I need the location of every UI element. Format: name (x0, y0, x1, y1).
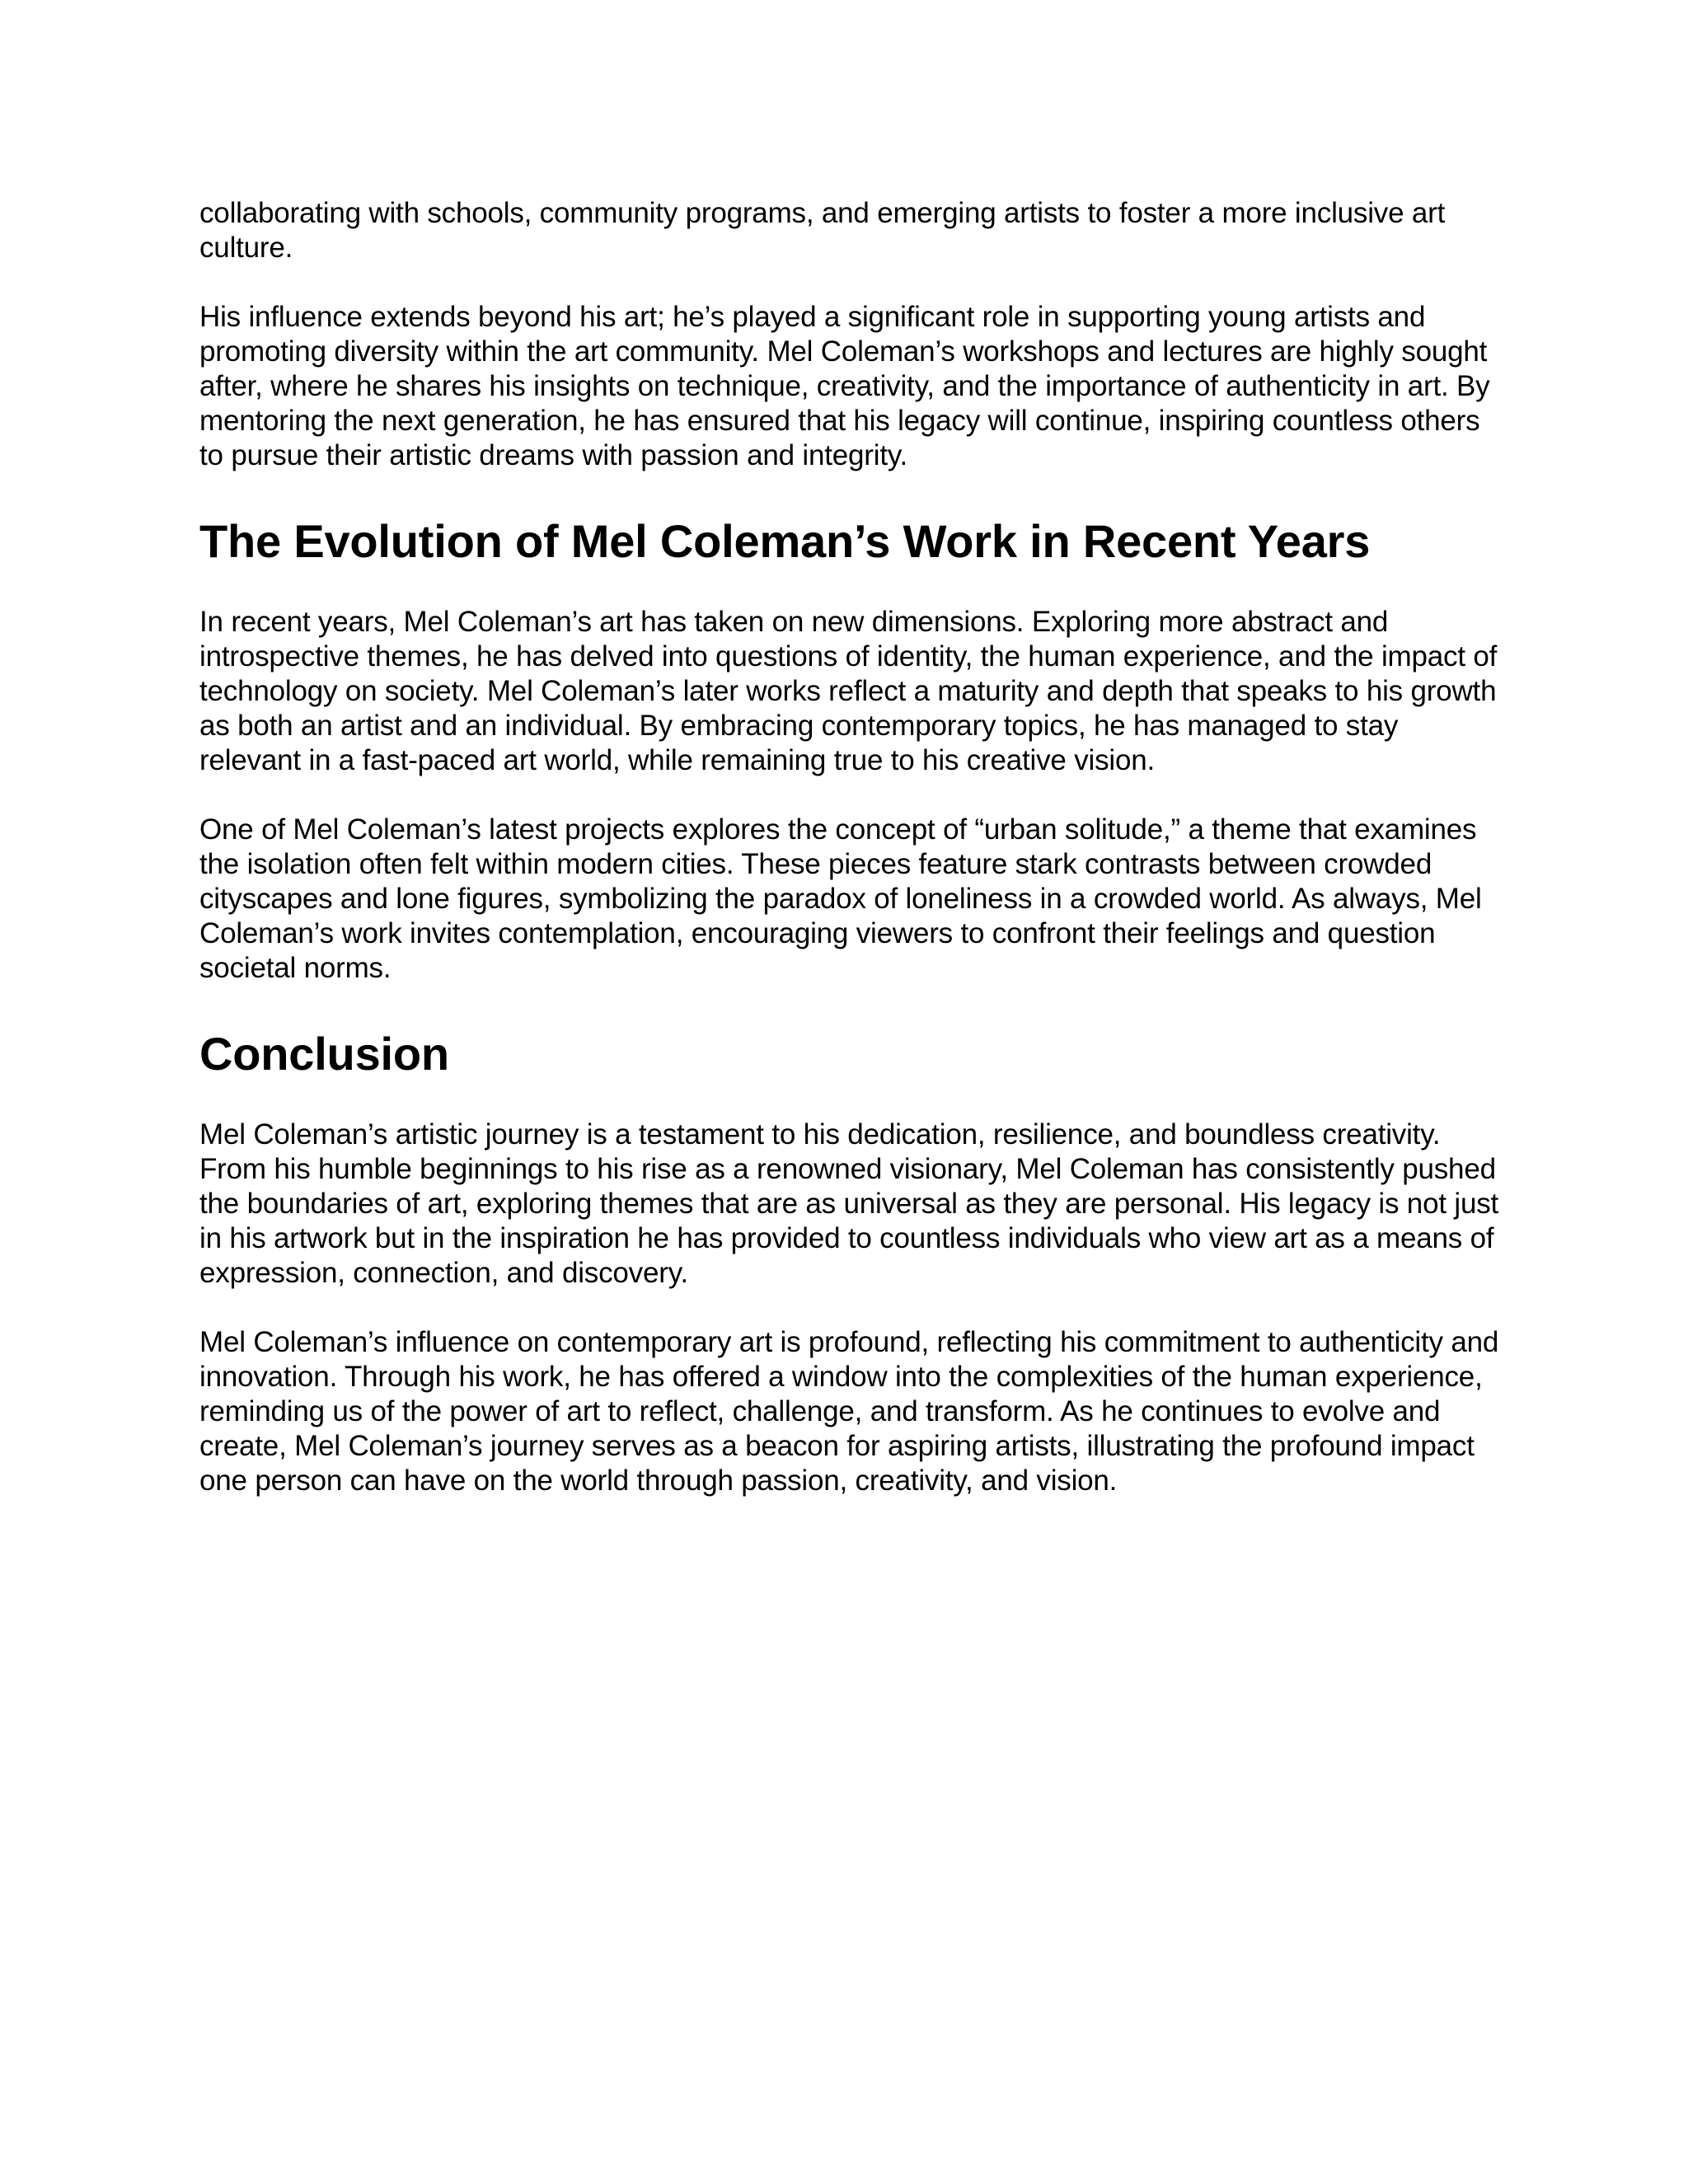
paragraph-recent-years: In recent years, Mel Coleman’s art has taken on new dimensions. Exploring more abstract and introspective themes, he has delved into questions of identity, the human experience, and the impact of technology on society. Mel Coleman’s later works reflect a maturity and depth that speaks to his growth as both an artist and an individual. By embracing contemporary topics, he has managed to stay relevant in a fast-paced art world, while remaining true to his creative vision. (199, 606, 1498, 776)
paragraph-influence: His influence extends beyond his art; he’s played a significant role in supporting young artists and promoting diversity within the art community. Mel Coleman’s workshops and lectures are highly sought after, where he shares his insights on technique, creativity, and the importance of authenticity in art. By mentoring the next generation, he has ensured that his legacy will continue, inspiring countless others to pursue their artistic dreams with passion and integrity. (199, 301, 1490, 471)
heading-evolution: The Evolution of Mel Coleman’s Work in Recent Years (199, 515, 1371, 567)
paragraph-conclusion-journey: Mel Coleman’s artistic journey is a testament to his dedication, resilience, and boundless creativity. From his humble beginnings to his rise as a renowned visionary, Mel Coleman has consistently pushed the boundaries of art, exploring themes that are as universal as they are personal. His legacy is not just in his artwork but in the inspiration he has provided to countless individuals who view art as a means of expression, connection, and discovery. (199, 1118, 1499, 1289)
paragraph-intro-continuation: collaborating with schools, community programs, and emerging artists to foster a more inclusive art culture. (199, 197, 1446, 264)
paragraph-urban-solitude: One of Mel Coleman’s latest projects explores the concept of “urban solitude,” a theme that examines the isolation often felt within modern cities. These pieces feature stark contrasts between crowded cityscapes and lone figures, symbolizing the paradox of loneliness in a crowded world. As always, Mel Coleman’s work invites contemplation, encouraging viewers to confront their feelings and question societal norms. (199, 813, 1482, 984)
heading-conclusion: Conclusion (199, 1028, 449, 1080)
paragraph-conclusion-influence: Mel Coleman’s influence on contemporary art is profound, reflecting his commitment to authenticity and innovation. Through his work, he has offered a window into the complexities of the human experience, reminding us of the power of art to reflect, challenge, and transform. As he continues to evolve and create, Mel Coleman’s journey serves as a beacon for aspiring artists, illustrating the profound impact one person can have on the world through passion, creativity, and vision. (199, 1326, 1499, 1497)
document-page (199, 196, 1502, 1498)
